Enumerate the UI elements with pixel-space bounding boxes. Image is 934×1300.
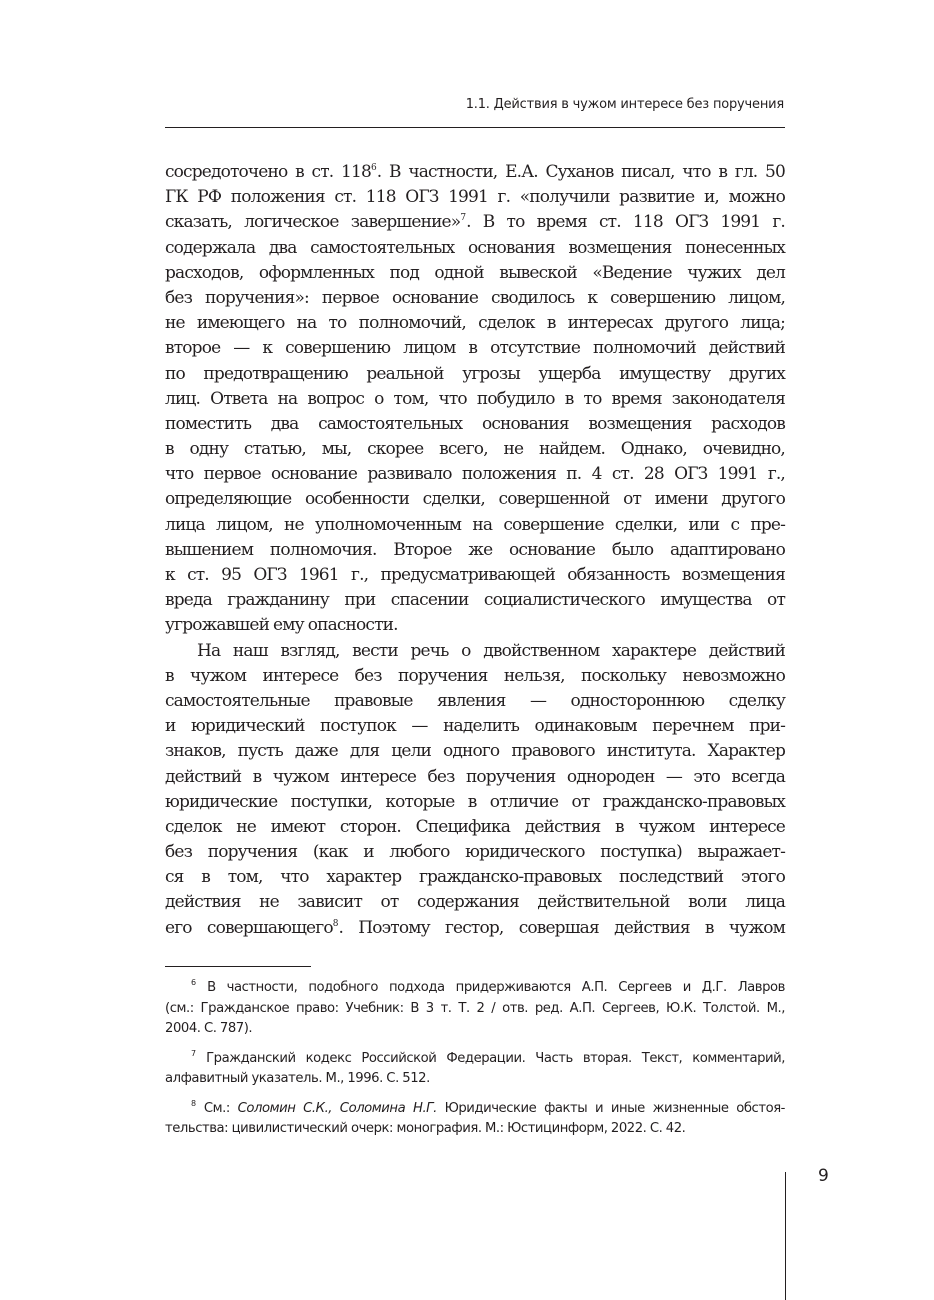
header-rule <box>165 127 785 128</box>
footnote-line: $^8$ См.: Соломин С.К., Соломина Н.Г. Юридические факты и иные жизненные обстоя- <box>191 1098 785 1116</box>
footnote-line: (см.: Гражданское право: Учебник: В 3 т. Т. 2 / отв. ред. А.П. Сергеев, Ю.К. Толстой. М., <box>165 1000 785 1016</box>
text-line: и юридический поступок — наделить одинаковым перечнем при- <box>165 716 785 737</box>
text-line: без поручения»: первое основание сводилось к совершению лицом, <box>165 287 785 308</box>
text-line: самостоятельные правовые явления — одностороннюю сделку <box>165 690 785 711</box>
text-line: что первое основание развивало положения п. 4 ст. 28 ОГЗ 1991 г., <box>165 464 785 485</box>
footnote-line: тельства: цивилистический очерк: монография. М.: Юстицинформ, 2022. С. 42. <box>165 1121 686 1136</box>
footnote-ref-7[interactable]: 7 <box>460 213 467 224</box>
footnote-7 <box>165 1049 785 1090</box>
text-line: его совершающего$^8$. Поэтому гестор, совершая действия в чужом <box>165 917 785 938</box>
text-line: лиц. Ответа на вопрос о том, что побудило в то время законодателя <box>165 388 785 409</box>
footnote-mark: 7 <box>191 1048 197 1058</box>
footnote-ref-8[interactable]: 8 <box>332 918 339 929</box>
footnote-separator <box>165 966 311 967</box>
text-line: сосредоточено в ст. $118^6$. В частности, Е.А. Суханов писал, что в гл. 50 <box>165 162 785 182</box>
text-line: знаков, пусть даже для цели одного правового института. Характер <box>165 741 785 762</box>
running-header: 1.1. Действия в чужом интересе без поручения <box>465 97 784 112</box>
main-text <box>165 160 785 941</box>
text-line: к ст. 95 ОГЗ 1961 г., предусматривающей обязанность возмещения <box>165 565 785 585</box>
footnote-line: алфавитный указатель. М., 1996. С. 512. <box>165 1071 430 1086</box>
text-line: по предотвращению реальной угрозы ущерба имуществу других <box>165 363 785 384</box>
text-line: сделок не имеют сторон. Специфика действия в чужом интересе <box>165 816 785 837</box>
text-line: лица лицом, не уполномоченным на совершение сделки, или с пре- <box>165 514 785 535</box>
text-line: вреда гражданину при спасении социалистического имущества от <box>165 590 785 611</box>
page-number: 9 <box>818 1166 829 1186</box>
text-line: поместить два самостоятельных основания возмещения расходов <box>165 413 785 434</box>
footnote-6 <box>165 978 785 1040</box>
footnote-ref-6[interactable]: 6 <box>370 163 377 173</box>
text-line: содержала два самостоятельных основания возмещения понесенных <box>165 237 785 258</box>
text-line: в одну статью, мы, скорее всего, не найдем. Однако, очевидно, <box>165 439 785 460</box>
page-number-rule <box>785 1172 786 1300</box>
footnotes <box>165 978 785 1149</box>
text-line: На наш взгляд, вести речь о двойственном характере действий <box>197 640 785 661</box>
text-line: без поручения (как и любого юридического поступка) выражает- <box>165 842 785 863</box>
text-line: действия не зависит от содержания действительной воли лица <box>165 892 785 913</box>
text-line: действий в чужом интересе без поручения однороден — это всегда <box>165 766 785 787</box>
text-line: в чужом интересе без поручения нельзя, поскольку невозможно <box>165 665 785 686</box>
text-line: юридические поступки, которые в отличие от гражданско-правовых <box>165 791 785 812</box>
text-line: сказать, логическое завершение»$^7$. В то время ст. 118 ОГЗ 1991 г. <box>165 212 785 233</box>
footnote-line: $^7$ Гражданский кодекс Российской Федерации. Часть вторая. Текст, комментарий, <box>191 1048 785 1066</box>
footnote-8 <box>165 1099 785 1140</box>
text-line: определяющие особенности сделки, совершенной от имени другого <box>165 489 785 510</box>
text-line: ГК РФ положения ст. 118 ОГЗ 1991 г. «получили развитие и, можно <box>165 187 785 208</box>
footnote-mark: 8 <box>191 1098 197 1108</box>
text-line: расходов, оформленных под одной вывеской «Ведение чужих дел <box>165 262 785 283</box>
footnote-mark: 6 <box>191 978 197 987</box>
text-line: ся в том, что характер гражданско-правовых последствий этого <box>165 867 785 888</box>
footnote-authors: Соломин С.К., Соломина Н.Г. <box>237 1100 437 1116</box>
text-line: не имеющего на то полномочий, сделок в интересах другого лица; <box>165 313 785 334</box>
text-line: второе — к совершению лицом в отсутствие полномочий действий <box>165 338 785 359</box>
footnote-line: $^6$ В частности, подобного подхода придерживаются А.П. Сергеев и Д.Г. Лавров <box>191 978 785 995</box>
text-line: угрожавшей ему опасности. <box>165 615 398 636</box>
paragraph-2 <box>165 639 785 941</box>
footnote-line: 2004. С. 787). <box>165 1021 253 1036</box>
text-line: вышением полномочия. Второе же основание было адаптировано <box>165 539 785 560</box>
paragraph-1 <box>165 160 785 639</box>
